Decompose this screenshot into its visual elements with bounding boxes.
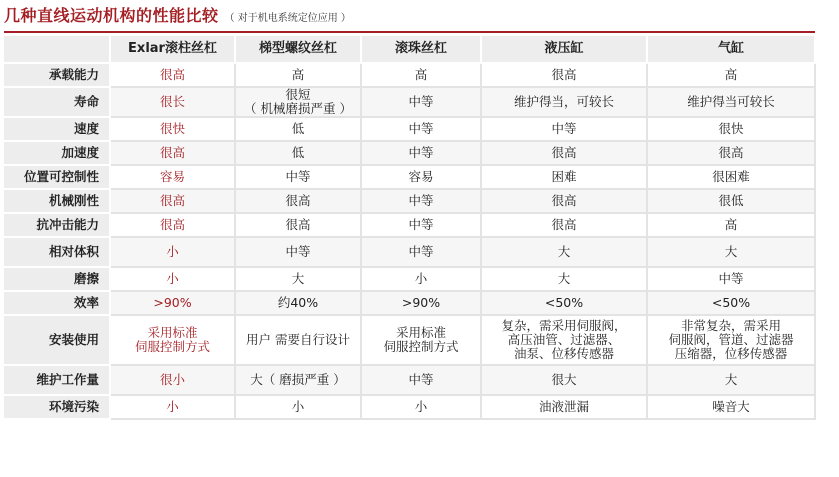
- row-label: 相对体积: [4, 237, 110, 267]
- table-cell: 很高: [481, 189, 647, 213]
- table-cell: 大: [647, 237, 815, 267]
- table-cell: 高: [647, 63, 815, 87]
- table-cell: 很快: [647, 117, 815, 141]
- page-title: 几种直线运动机构的性能比较: [4, 6, 219, 25]
- table-cell: 中等: [647, 267, 815, 291]
- column-header: 气缸: [647, 36, 815, 63]
- table-header-row: [4, 36, 815, 63]
- table-row: [4, 213, 815, 237]
- table-cell: 容易: [361, 165, 481, 189]
- row-label: 抗冲击能力: [4, 213, 110, 237]
- table-cell: 中等: [361, 237, 481, 267]
- table-cell: 很低: [647, 189, 815, 213]
- table-cell: 很小: [110, 365, 235, 395]
- table-cell: 低: [235, 141, 361, 165]
- cell-line: 采用标准: [147, 325, 198, 340]
- row-label: 承载能力: [4, 63, 110, 87]
- row-label: 加速度: [4, 141, 110, 165]
- table-row: [4, 395, 815, 419]
- cell-line: 高压油管、过滤器、: [507, 332, 621, 347]
- cell-line: 复杂，需采用伺服阀，: [501, 318, 627, 333]
- table-row: [4, 365, 815, 395]
- table-cell: 很高: [235, 189, 361, 213]
- table-row: [4, 237, 815, 267]
- table-cell: 小: [361, 267, 481, 291]
- column-header: Exlar滚柱丝杠: [110, 36, 235, 63]
- table-cell: 噪音大: [647, 395, 815, 419]
- table-cell: 中等: [361, 117, 481, 141]
- comparison-table: [4, 36, 816, 420]
- table-cell: 中等: [235, 237, 361, 267]
- table-row: [4, 315, 815, 365]
- table-row: [4, 189, 815, 213]
- table-cell: 很高: [110, 141, 235, 165]
- row-label: 维护工作量: [4, 365, 110, 395]
- table-cell: 中等: [235, 165, 361, 189]
- table-cell: [110, 315, 235, 365]
- table-cell: 中等: [481, 117, 647, 141]
- cell-line: 伺服阀，管道、过滤器: [668, 332, 794, 347]
- header-corner-cell: [4, 36, 110, 63]
- column-header: 滚珠丝杠: [361, 36, 481, 63]
- title-row: [4, 3, 351, 27]
- page-subtitle: （ 对于机电系统定位应用 ）: [224, 13, 351, 24]
- table-cell: 高: [235, 63, 361, 87]
- table-row: [4, 291, 815, 315]
- table-cell: 小: [110, 395, 235, 419]
- table-cell: 低: [235, 117, 361, 141]
- table-cell: 很大: [481, 365, 647, 395]
- row-label: 磨擦: [4, 267, 110, 291]
- table-cell: >90%: [110, 291, 235, 315]
- table-row: [4, 267, 815, 291]
- table-cell: 油液泄漏: [481, 395, 647, 419]
- table-cell: 高: [647, 213, 815, 237]
- table-cell: 很高: [110, 213, 235, 237]
- table-cell: 中等: [361, 189, 481, 213]
- table-cell: 很高: [235, 213, 361, 237]
- row-label: 寿命: [4, 87, 110, 117]
- table-cell: 很困难: [647, 165, 815, 189]
- table-cell: 约40%: [235, 291, 361, 315]
- table-cell: 很长: [110, 87, 235, 117]
- table-cell: 大: [235, 267, 361, 291]
- table-cell: 很高: [481, 141, 647, 165]
- table-cell: 中等: [361, 87, 481, 117]
- table-cell: 困难: [481, 165, 647, 189]
- table-cell: 中等: [361, 365, 481, 395]
- row-label: 速度: [4, 117, 110, 141]
- cell-line: 油泵、位移传感器: [513, 346, 614, 361]
- cell-line: 伺服控制方式: [134, 339, 210, 354]
- row-label: 效率: [4, 291, 110, 315]
- table-cell: [647, 315, 815, 365]
- table-cell: [361, 315, 481, 365]
- table-cell: 很快: [110, 117, 235, 141]
- table-cell: <50%: [647, 291, 815, 315]
- table-cell: 高: [361, 63, 481, 87]
- table-cell: 中等: [361, 213, 481, 237]
- table-cell: 很高: [110, 189, 235, 213]
- table-row: [4, 87, 815, 117]
- table-cell: <50%: [481, 291, 647, 315]
- row-label: 机械刚性: [4, 189, 110, 213]
- table-cell: 维护得当可较长: [647, 87, 815, 117]
- table-cell: 很高: [110, 63, 235, 87]
- table-row: [4, 117, 815, 141]
- table-cell: 容易: [110, 165, 235, 189]
- title-divider: [4, 31, 815, 33]
- table-cell: 小: [235, 395, 361, 419]
- table-body: [4, 63, 815, 419]
- table-cell: [235, 87, 361, 117]
- table-cell: 中等: [361, 141, 481, 165]
- table-cell: 小: [110, 267, 235, 291]
- table-cell: [481, 315, 647, 365]
- column-header: 液压缸: [481, 36, 647, 63]
- table-row: [4, 165, 815, 189]
- table-cell: 大: [481, 267, 647, 291]
- table-row: [4, 141, 815, 165]
- row-label: 位置可控制性: [4, 165, 110, 189]
- table-row: [4, 63, 815, 87]
- cell-line: 采用标准: [395, 325, 446, 340]
- cell-line: 压缩器，位移传感器: [674, 346, 788, 361]
- column-header: 梯型螺纹丝杠: [235, 36, 361, 63]
- cell-line: 非常复杂，需采用: [680, 318, 781, 333]
- row-label: 环境污染: [4, 395, 110, 419]
- table-cell: >90%: [361, 291, 481, 315]
- table-cell: 很高: [481, 63, 647, 87]
- table-cell: 大: [481, 237, 647, 267]
- table-cell: 小: [361, 395, 481, 419]
- cell-line: 伺服控制方式: [383, 339, 459, 354]
- table-cell: 小: [110, 237, 235, 267]
- table-cell: 大（ 磨损严重 ）: [235, 365, 361, 395]
- table-cell: 维护得当，可较长: [481, 87, 647, 117]
- row-label: 安装使用: [4, 315, 110, 365]
- cell-line: 很短: [285, 87, 311, 102]
- table-cell: 用户 需要自行设计: [235, 315, 361, 365]
- table-cell: 大: [647, 365, 815, 395]
- cell-line: （ 机械磨损严重 ）: [244, 101, 352, 116]
- table-cell: 很高: [481, 213, 647, 237]
- table-cell: 很高: [647, 141, 815, 165]
